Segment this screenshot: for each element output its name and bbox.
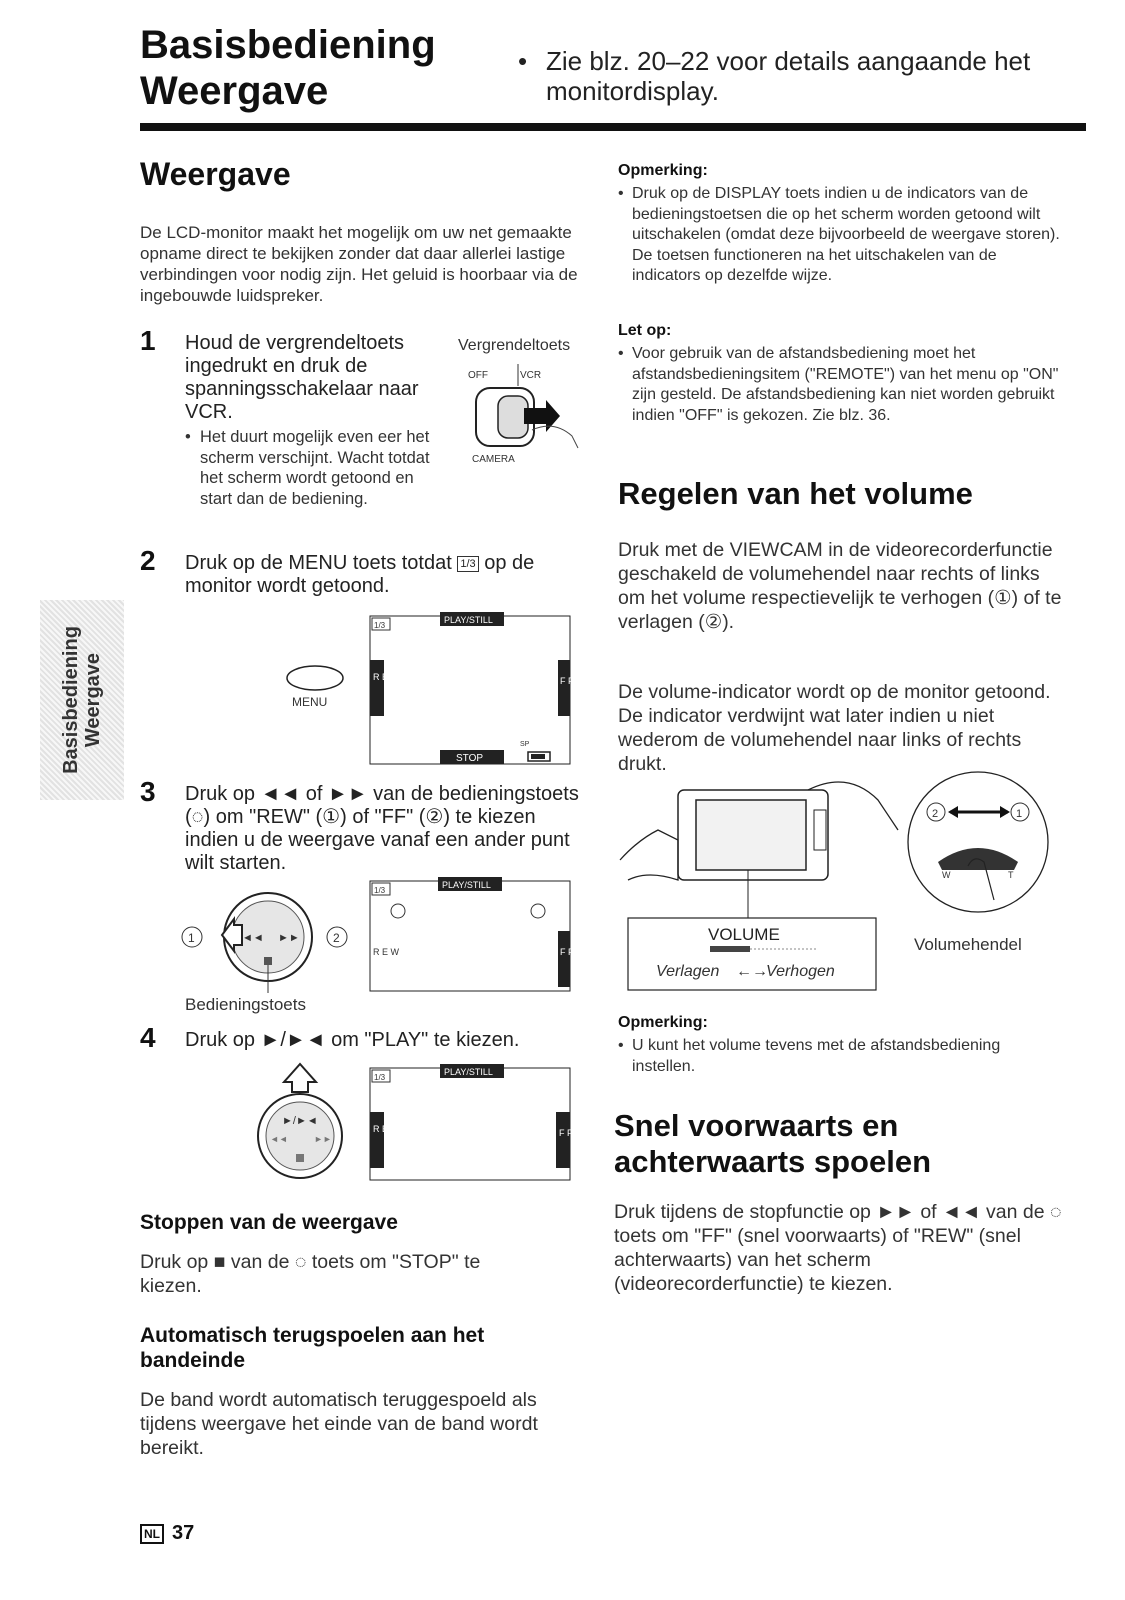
stop-section-text: Druk op ■ van de ◌ toets om "STOP" te kiezen.: [140, 1251, 481, 1297]
fig1-camera: CAMERA: [472, 454, 515, 465]
lock-switch-illustration: [462, 360, 592, 490]
intro-text: De LCD-monitor maakt het mogelijk om uw net gemaakte opname direct te bekijken zonder dat daar allerlei lastige verbindingen voor nodig zijn. Het geluid is hoorbaar via de ingebouwde luidspreker.: [140, 223, 578, 305]
step-3-number: 3: [140, 776, 156, 807]
fig2-rew: R E W: [373, 672, 399, 682]
stop-section-title: Stoppen van de weergave: [140, 1211, 398, 1234]
vol-fig-arrow: ←→: [736, 963, 768, 980]
svg-text:◄◄: ◄◄: [270, 1134, 288, 1144]
page-number: 37: [172, 1522, 195, 1544]
fig4-icon: 1/3: [374, 1073, 386, 1082]
step-4-text: Druk op ►/►◄ om "PLAY" te kiezen.: [185, 1029, 520, 1051]
page-footer: [140, 1522, 194, 1545]
fig1-label: Vergrendeltoets: [458, 337, 571, 354]
fig3-rew: R E W: [373, 947, 399, 957]
step-2-text-b: op de monitor wordt getoond.: [185, 552, 535, 597]
svg-text:►►: ►►: [314, 1134, 332, 1144]
fig2-icon: 1/3: [374, 621, 386, 630]
fig2-monitor-illustration: [280, 610, 580, 770]
fig2-ff: F F: [560, 676, 574, 686]
header-note-text: Zie blz. 20–22 voor details aangaande het monitordisplay.: [546, 46, 1031, 106]
remark1-bullet: •: [618, 185, 624, 202]
fig3-ff: F F: [560, 947, 574, 957]
step-2-number: 2: [140, 545, 156, 576]
vol-fig-c2: 2: [932, 808, 939, 820]
language-badge: NL: [140, 1524, 164, 1544]
volume-section-title: Regelen van het volume: [618, 476, 973, 511]
vol-fig-verhogen: Verhogen: [766, 963, 835, 980]
header-title-line2: Weergave: [140, 69, 329, 113]
side-tab: [40, 600, 124, 800]
fig3-play-still: PLAY/STILL: [442, 880, 491, 890]
auto-rewind-title: Automatisch terugspoelen aan het bandeinde: [140, 1324, 485, 1372]
step-1-subtext: Het duurt mogelijk even eer het scherm verschijnt. Wacht totdat het scherm wordt getoond en start dan de bediening.: [200, 428, 430, 508]
step-3-text: Druk op ◄◄ of ►► van de bedieningstoets (◌) om "REW" (①) of "FF" (②) te kiezen indien u de weergave vanaf een ander punt wilt starten.: [185, 783, 579, 874]
fig4-rew: R E W: [373, 1124, 399, 1134]
hand-left-icon: [620, 830, 678, 880]
remark2-text: U kunt het volume tevens met de afstandsbediening instellen.: [632, 1037, 1001, 1075]
svg-text:►►: ►►: [278, 932, 300, 944]
page-header-title: [140, 22, 436, 114]
vol-fig-lever-label: Volumehendel: [914, 935, 1022, 954]
lever-zoom-circle: [908, 772, 1048, 912]
auto-rewind-text: De band wordt automatisch teruggespoeld als tijdens weergave het einde van de band wordt bereikt.: [140, 1389, 538, 1459]
section-title-weergave: Weergave: [140, 156, 291, 192]
letop-text: Voor gebruik van de afstandsbediening moet het afstandsbedieningsitem ("REMOTE") van het menu op "ON" zijn gesteld. De afstandsbediening kan niet worden gebruikt indien "OFF" is gekozen. Zie blz. 36.: [632, 345, 1059, 424]
step-4-number: 4: [140, 1022, 156, 1053]
vol-fig-volume: VOLUME: [708, 925, 780, 944]
fig3-icon: 1/3: [374, 886, 386, 895]
step-1-number: 1: [140, 325, 156, 356]
remark1-text: Druk op de DISPLAY toets indien u de indicators van de bedieningstoetsen die op het scherm worden getoond wilt uitschakelen (omdat deze bijvoorbeeld de weergave storen). De toetsen functioneren na het uitschakelen van de indicators op dezelfde wijze.: [632, 185, 1060, 284]
vol-fig-w: W: [942, 870, 951, 880]
vol-fig-c1: 1: [1016, 808, 1023, 820]
svg-text:◄◄: ◄◄: [242, 932, 264, 944]
fig4-ff: F F: [559, 1128, 573, 1138]
volume-paragraph-2: De volume-indicator wordt op de monitor getoond. De indicator verdwijnt wat later indien u niet wederom de volumehendel naar links of rechts drukt.: [618, 681, 1051, 775]
volume-illustration: [618, 770, 1058, 995]
header-rule: [140, 123, 1086, 131]
vol-fig-t: T: [1008, 870, 1014, 880]
vol-fig-verlagen: Verlagen: [656, 963, 720, 980]
step-1-bullet: •: [185, 428, 191, 446]
svg-text:►/►◄: ►/►◄: [282, 1115, 318, 1127]
remark2-title: Opmerking:: [618, 1014, 708, 1031]
fig3-controls-illustration: [180, 875, 580, 995]
fig4-play-still: PLAY/STILL: [444, 1067, 493, 1077]
header-note-bullet: •: [518, 46, 528, 76]
letop-title: Let op:: [618, 322, 672, 339]
side-tab-line2: Weergave: [82, 652, 104, 748]
step-2-text: [185, 552, 585, 598]
fig1-vcr: VCR: [520, 370, 542, 381]
fig2-stop: STOP: [456, 753, 484, 764]
header-title-line1: Basisbediening: [140, 23, 436, 67]
step-1-text: Houd de vergrendeltoets ingedrukt en druk de spanningsschakelaar naar VCR.: [185, 332, 419, 423]
snel-title-line2: achterwaarts spoelen: [614, 1144, 932, 1179]
menu-button-icon: [287, 666, 343, 690]
fig3-label: Bedieningstoets: [185, 995, 306, 1014]
fig1-off: OFF: [468, 370, 488, 381]
snel-title-line1: Snel voorwaarts en: [614, 1108, 899, 1143]
side-tab-line1: Basisbediening: [60, 626, 82, 774]
fig2-sp: SP: [520, 741, 530, 748]
remark2-bullet: •: [618, 1037, 624, 1054]
fig2-play-still: PLAY/STILL: [444, 615, 493, 625]
fig2-menu-label: MENU: [292, 695, 328, 709]
letop-bullet: •: [618, 345, 624, 362]
snel-section-title: [614, 1108, 931, 1180]
step-2-text-a: Druk op de MENU toets totdat: [185, 552, 452, 574]
fig3-circ1: 1: [188, 931, 195, 945]
fig3-circ2: 2: [333, 931, 340, 945]
snel-section-text: Druk tijdens de stopfunctie op ►► of ◄◄ van de ◌ toets om "FF" (snel voorwaarts) of "REW" (snel achterwaarts) van het scherm (videorecorderfunctie) te kiezen.: [614, 1201, 1062, 1295]
remark1-title: Opmerking:: [618, 162, 708, 179]
fig4-play-illustration: [250, 1062, 580, 1186]
volume-paragraph-1: Druk met de VIEWCAM in de videorecorderfunctie geschakeld de volumehendel naar rechts of links om het volume respectievelijk te verhogen (①) of te verlagen (②).: [618, 539, 1062, 633]
menu-screen-icon: 1/3: [457, 556, 478, 572]
